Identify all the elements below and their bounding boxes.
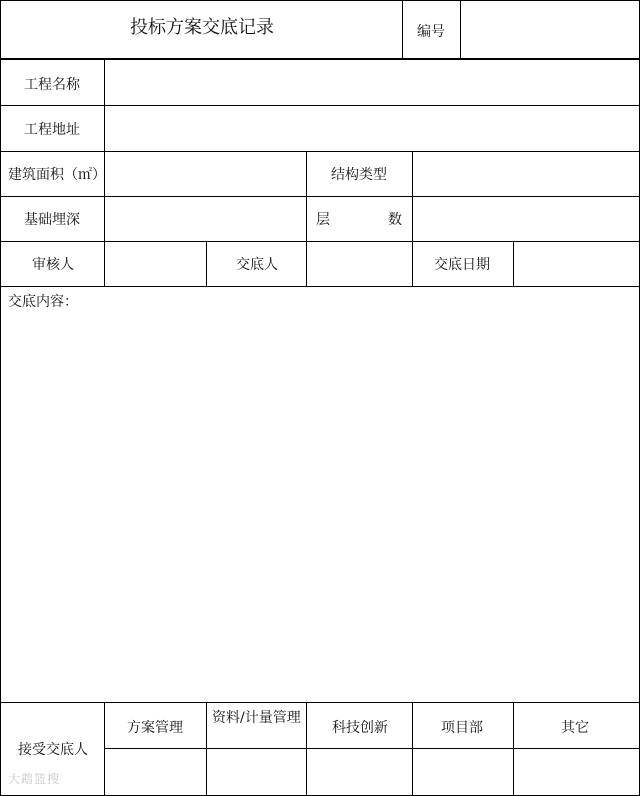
foundation-depth-label: 基础埋深 [24, 212, 80, 228]
number-label: 编号 [417, 24, 445, 40]
project-name-field[interactable] [105, 60, 639, 105]
divider [0, 702, 640, 703]
reviewer-field[interactable] [105, 242, 206, 286]
structure-type-label: 结构类型 [331, 167, 387, 183]
dept-project-signature[interactable] [413, 749, 513, 795]
divider [206, 241, 207, 286]
dept-tech-label: 科技创新 [332, 720, 388, 736]
structure-type-field[interactable] [413, 152, 639, 196]
content-field[interactable] [1, 312, 639, 702]
form-title: 投标方案交底记录 [130, 17, 274, 38]
number-field[interactable] [461, 1, 639, 58]
dept-data-label: 资料/计量管理 [212, 710, 301, 726]
floors-label-tail: 数 [388, 212, 402, 228]
watermark: 大鹉篮搜 [8, 772, 61, 786]
dept-plan-label: 方案管理 [127, 720, 183, 736]
dept-tech-signature[interactable] [307, 749, 412, 795]
reviewer-label: 审核人 [32, 257, 74, 273]
floors-label: 层 [316, 212, 330, 228]
divider [402, 0, 403, 59]
dept-other-signature[interactable] [514, 749, 639, 795]
project-address-field[interactable] [105, 106, 639, 151]
foundation-depth-field[interactable] [105, 197, 306, 241]
dept-plan-signature[interactable] [105, 749, 206, 795]
floors-field[interactable] [413, 197, 639, 241]
project-name-label: 工程名称 [24, 77, 80, 93]
discloser-label: 交底人 [236, 257, 278, 273]
receiver-label: 接受交底人 [18, 742, 88, 758]
dept-data-signature[interactable] [207, 749, 306, 795]
building-area-field[interactable] [105, 152, 306, 196]
discloser-field[interactable] [307, 242, 412, 286]
dept-project-label: 项目部 [441, 720, 483, 736]
project-address-label: 工程地址 [24, 122, 80, 138]
divider [0, 286, 640, 287]
dept-other-label: 其它 [561, 720, 589, 736]
disclosure-date-label: 交底日期 [434, 257, 490, 273]
disclosure-date-field[interactable] [514, 242, 639, 286]
building-area-label: 建筑面积（㎡） [8, 167, 106, 183]
content-label: 交底内容： [8, 294, 78, 310]
